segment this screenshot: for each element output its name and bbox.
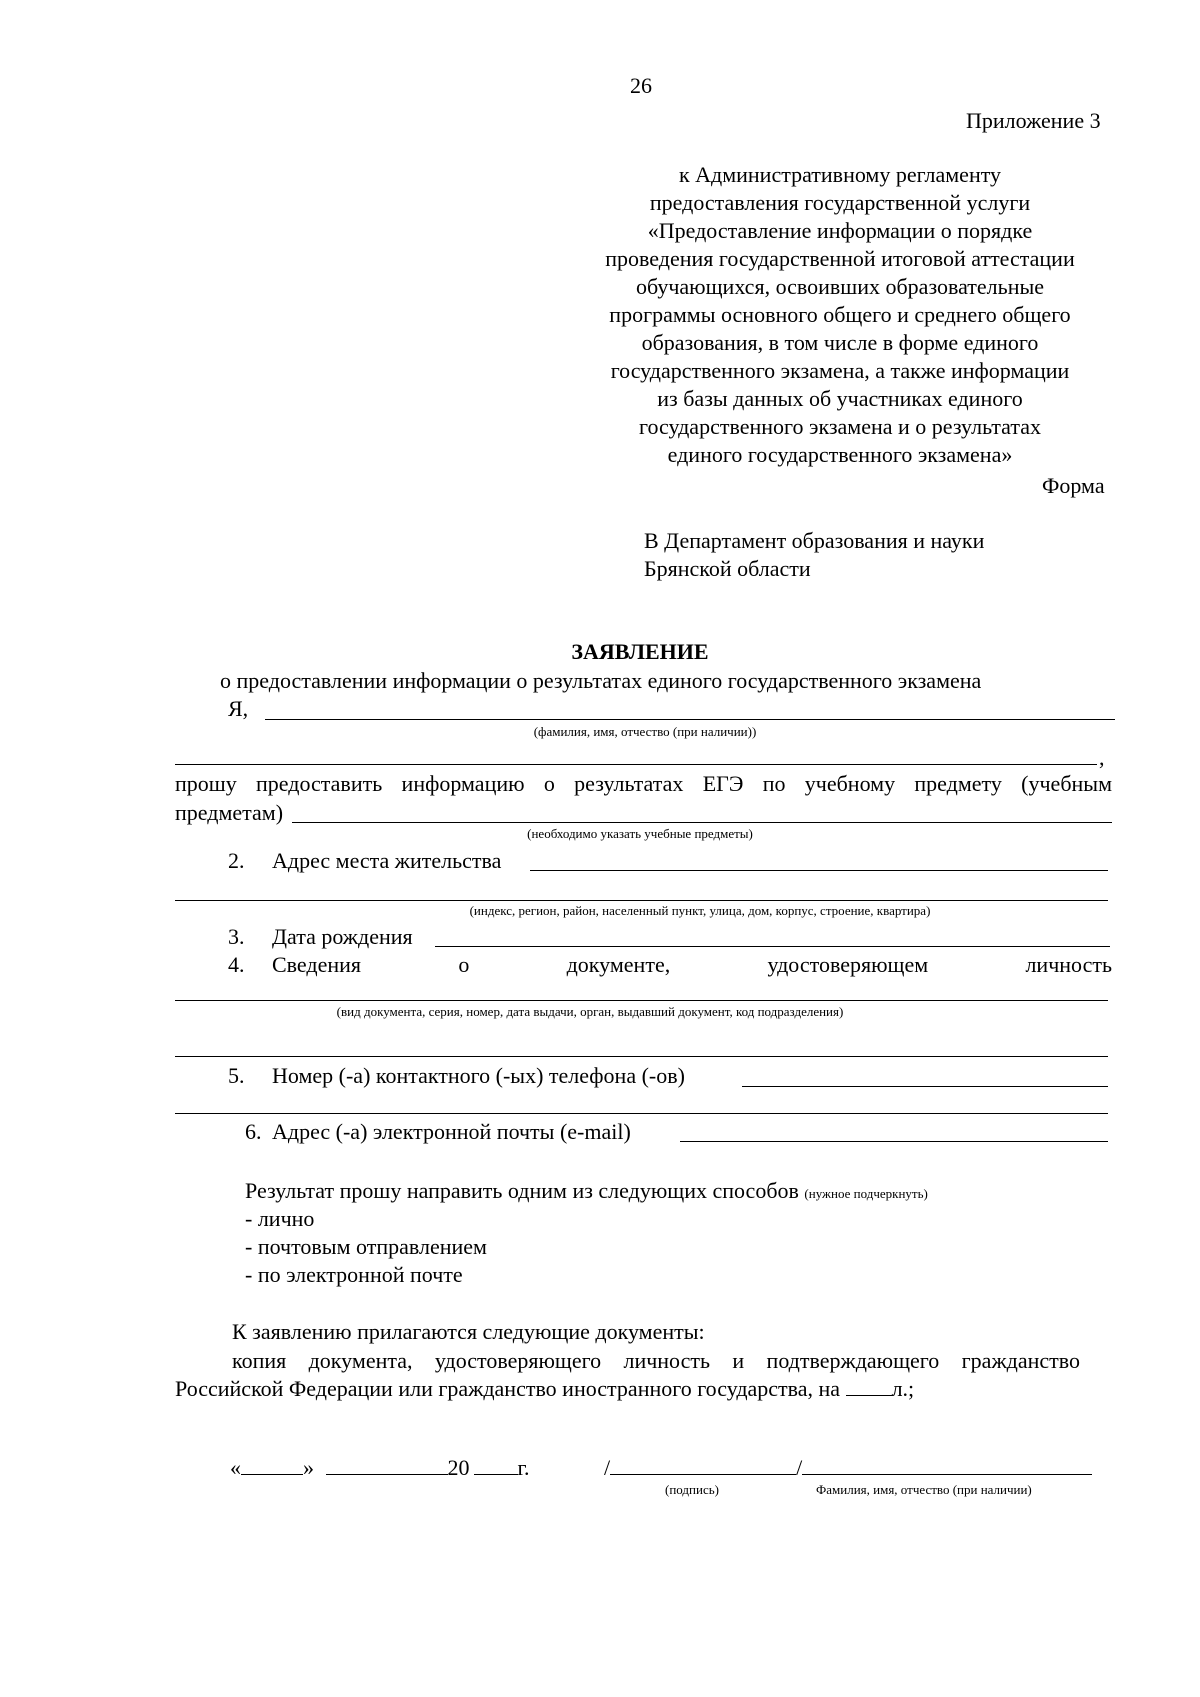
email-label: Адрес (-а) электронной почты (e-mail) xyxy=(272,1119,631,1144)
appendix-line: из базы данных об участниках единого xyxy=(657,386,1023,411)
appendix-line: государственного экзамена, а также информации xyxy=(610,358,1070,383)
phone-number: 5. xyxy=(228,1063,245,1088)
appendix-line: образования, в том числе в форме единого xyxy=(641,330,1039,355)
form-label: Форма xyxy=(1042,473,1105,498)
attachments-line-1: копия документа, удостоверяющего личность и подтверждающего гражданство xyxy=(232,1348,1080,1373)
address-field-continued[interactable] xyxy=(175,900,1108,901)
request-line-1: прошу предоставить информацию о результатах ЕГЭ по учебному предмету (учебным xyxy=(175,771,1112,796)
address-hint: (индекс, регион, район, населенный пункт, улица, дом, корпус, строение, квартира) xyxy=(469,903,931,918)
page-number: 26 xyxy=(630,73,652,98)
delivery-option[interactable]: - по электронной почте xyxy=(245,1262,463,1287)
slash: / xyxy=(796,1455,803,1480)
addressee-line-1: В Департамент образования и науки xyxy=(644,528,985,553)
quote-open: « xyxy=(230,1455,241,1480)
doc-label xyxy=(272,951,1112,979)
signer-name-field[interactable] xyxy=(802,1456,1092,1475)
doc-hint: (вид документа, серия, номер, дата выдачи, орган, выдавший документ, код подразделения) xyxy=(336,1004,844,1019)
doc-field-continued[interactable] xyxy=(175,1056,1108,1057)
phone-field-continued[interactable] xyxy=(175,1113,1108,1114)
birth-date-field[interactable] xyxy=(435,946,1110,947)
doc-word: о xyxy=(458,952,470,977)
quote-close: » xyxy=(303,1455,314,1480)
address-label: Адрес места жительства xyxy=(272,848,502,873)
comma: , xyxy=(1099,745,1105,770)
appendix-line: программы основного общего и среднего общего xyxy=(609,302,1071,327)
attachments-line-2-text: Российской Федерации или гражданство иностранного государства, на xyxy=(175,1376,841,1401)
doc-word: Сведения xyxy=(272,952,362,977)
appendix-line: единого государственного экзамена» xyxy=(667,442,1013,467)
appendix-line: проведения государственной итоговой аттестации xyxy=(605,246,1075,271)
year-prefix: 20 xyxy=(447,1455,470,1480)
slash: / xyxy=(604,1455,611,1480)
appendix-line: «Предоставление информации о порядке xyxy=(647,218,1033,243)
delivery-option[interactable]: - почтовым отправлением xyxy=(245,1234,487,1259)
email-number: 6. xyxy=(245,1119,262,1144)
delivery-intro-text: Результат прошу направить одним из следующих способов xyxy=(245,1178,799,1203)
signature-block xyxy=(604,1454,1092,1482)
signature-field[interactable] xyxy=(610,1456,796,1475)
addressee-line-2: Брянской области xyxy=(644,556,811,581)
doc-word: личность xyxy=(1025,952,1112,977)
delivery-option[interactable]: - лично xyxy=(245,1206,315,1231)
day-field[interactable] xyxy=(241,1456,303,1475)
birth-label: Дата рождения xyxy=(272,924,413,949)
name-hint: Фамилия, имя, отчество (при наличии) xyxy=(816,1482,1032,1497)
address-field[interactable] xyxy=(530,870,1108,871)
document-subtitle: о предоставлении информации о результатах единого государственного экзамена xyxy=(220,668,982,693)
year-field[interactable] xyxy=(474,1456,518,1475)
fio-field[interactable] xyxy=(265,719,1115,720)
attachments-line-2 xyxy=(175,1375,914,1403)
subjects-hint: (необходимо указать учебные предметы) xyxy=(527,826,753,841)
doc-word: удостоверяющем xyxy=(767,952,929,977)
i-label: Я, xyxy=(228,696,249,721)
address-number: 2. xyxy=(228,848,245,873)
appendix-line: государственного экзамена и о результатах xyxy=(639,414,1041,439)
appendix-label: Приложение 3 xyxy=(966,108,1101,133)
doc-field[interactable] xyxy=(175,1000,1108,1001)
appendix-line: к Административному регламенту xyxy=(678,162,1002,187)
month-field[interactable] xyxy=(326,1456,448,1475)
fio-hint: (фамилия, имя, отчество (при наличии)) xyxy=(533,724,757,739)
document-title: ЗАЯВЛЕНИЕ xyxy=(571,639,709,664)
doc-number: 4. xyxy=(228,952,245,977)
phone-label: Номер (-а) контактного (-ых) телефона (-ов) xyxy=(272,1063,685,1088)
attachments-line-2-suffix: л.; xyxy=(891,1376,915,1401)
email-field[interactable] xyxy=(680,1141,1108,1142)
appendix-line: обучающихся, освоивших образовательные xyxy=(635,274,1045,299)
appendix-block xyxy=(560,161,1120,469)
year-suffix: г. xyxy=(517,1455,530,1480)
appendix-line: предоставления государственной услуги xyxy=(649,190,1031,215)
delivery-intro xyxy=(245,1177,928,1205)
delivery-intro-note: (нужное подчеркнуть) xyxy=(804,1186,928,1201)
signature-date xyxy=(230,1454,530,1482)
doc-word: документе, xyxy=(566,952,671,977)
phone-field[interactable] xyxy=(742,1086,1108,1087)
request-line-2: предметам) xyxy=(175,800,284,825)
fio-field-continued[interactable] xyxy=(175,764,1097,765)
birth-number: 3. xyxy=(228,924,245,949)
subjects-field[interactable] xyxy=(292,822,1112,823)
signature-hint: (подпись) xyxy=(665,1482,719,1497)
page-count-field[interactable] xyxy=(846,1377,892,1396)
attachments-intro: К заявлению прилагаются следующие документы: xyxy=(232,1319,705,1344)
